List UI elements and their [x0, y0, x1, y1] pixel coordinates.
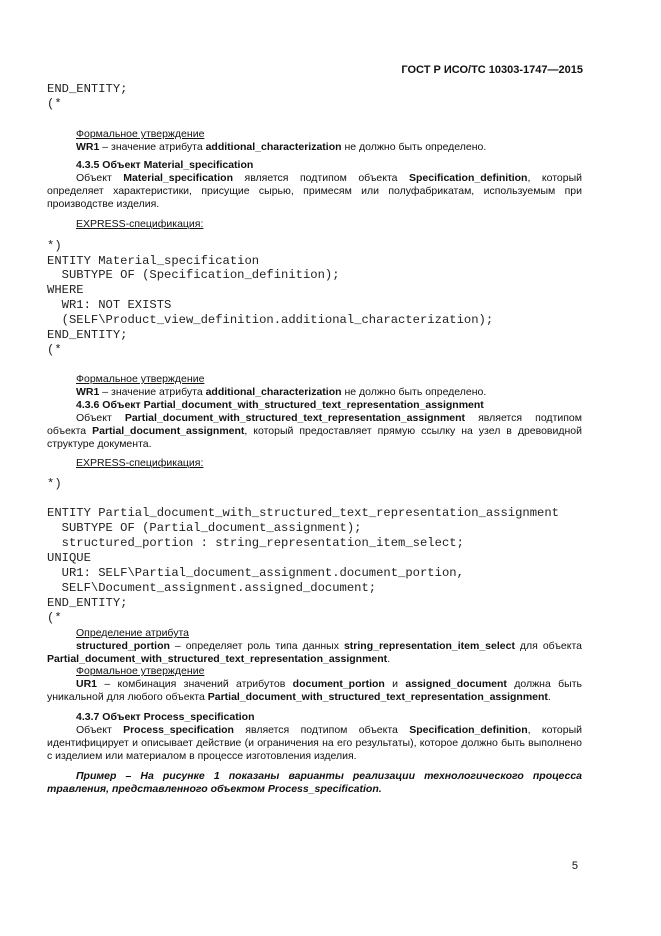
code-line: END_ENTITY;	[47, 82, 128, 96]
entity-name: Partial_document_with_structured_text_representation_assignment	[124, 412, 466, 424]
paragraph-text: .	[387, 653, 391, 665]
paragraph-text: – определяет роль типа данных	[169, 640, 344, 652]
attribute-name: document_portion	[292, 678, 385, 690]
paragraph-text: является подтипом объекта	[233, 724, 410, 736]
rule-text: не должно быть определено.	[341, 386, 487, 398]
formal-statement-label: Формальное утверждение	[76, 373, 205, 385]
rule-wr1	[76, 141, 486, 154]
express-spec-label: EXPRESS-спецификация:	[76, 457, 204, 469]
code-line: ENTITY Material_specification	[47, 254, 260, 268]
code-line: ENTITY Partial_document_with_structured_text_representation_assignment	[47, 506, 559, 520]
paragraph-text: Объект	[76, 412, 125, 424]
rule-text: не должно быть определено.	[341, 141, 487, 153]
paragraph-text: Объект	[76, 172, 124, 184]
paragraph-text: является подтипом объекта	[233, 172, 410, 184]
entity-name: Process_specification	[123, 724, 234, 736]
code-line: (*	[47, 343, 62, 357]
entity-name: Material_specification	[123, 172, 233, 184]
code-line: SELF\Document_assignment.assigned_document;	[47, 581, 377, 595]
paragraph-text: Объект	[76, 724, 124, 736]
type-name: string_representation_item_select	[343, 640, 515, 652]
paragraph	[47, 172, 582, 211]
section-heading: 4.3.5 Объект Material_specification	[76, 159, 254, 171]
code-line: WR1: NOT EXISTS	[47, 298, 172, 312]
rule-name: WR1	[76, 386, 100, 398]
code-line: UR1: SELF\Partial_document_assignment.document_portion,	[47, 566, 464, 580]
code-line: END_ENTITY;	[47, 596, 128, 610]
attribute-name: structured_portion	[76, 640, 170, 652]
code-line: structured_portion : string_representation_item_select;	[47, 536, 464, 550]
document-header: ГОСТ Р ИСО/ТС 10303-1747—2015	[401, 64, 583, 76]
section-heading: 4.3.7 Объект Process_specification	[76, 711, 255, 723]
rule-wr1	[76, 386, 486, 399]
entity-name: Partial_document_assignment	[92, 425, 245, 437]
code-line: SUBTYPE OF (Partial_document_assignment);	[47, 521, 362, 535]
code-line: *)	[47, 477, 62, 491]
paragraph-text: .	[547, 691, 551, 703]
entity-name: Specification_definition	[409, 172, 528, 184]
paragraph-text: , который идентифицирует и описывает действие (и ограничения на его результаты), которое должно быть выполнено с изделием или материалом в процессе изготовления изделия.	[47, 724, 582, 762]
rule-text: – значение атрибута	[99, 141, 206, 153]
paragraph-text: для объекта	[514, 640, 582, 652]
code-line: *)	[47, 239, 62, 253]
paragraph-text: является подтипом объекта	[47, 412, 582, 437]
attribute-name: additional_characterization	[205, 141, 342, 153]
code-line: SUBTYPE OF (Specification_definition);	[47, 268, 340, 282]
rule-name: WR1	[76, 141, 100, 153]
entity-name: Partial_document_with_structured_text_representation_assignment	[207, 691, 548, 703]
attribute-definition	[47, 640, 582, 666]
paragraph	[47, 724, 582, 763]
code-line: (SELF\Product_view_definition.additional_characterization);	[47, 313, 494, 327]
page-number: 5	[571, 860, 578, 872]
attribute-name: additional_characterization	[205, 386, 342, 398]
code-line: (*	[47, 611, 62, 625]
formal-statement-label: Формальное утверждение	[76, 665, 205, 677]
rule-ur1	[47, 678, 582, 704]
example-note: Пример – На рисунке 1 показаны варианты реализации технологического процесса травления, представленного объектом Process_specification.	[47, 770, 582, 795]
paragraph-text: , который предоставляет прямую ссылку на узел в древовидной структуре документа.	[47, 425, 582, 450]
rule-text: – значение атрибута	[99, 386, 206, 398]
code-line: WHERE	[47, 283, 84, 297]
attribute-definition-label: Определение атрибута	[76, 627, 189, 639]
entity-name: Partial_document_with_structured_text_representation_assignment	[47, 653, 388, 665]
paragraph-text: – комбинация значений атрибутов	[97, 678, 293, 690]
express-spec-label: EXPRESS-спецификация:	[76, 218, 204, 230]
section-heading: 4.3.6 Объект Partial_document_with_structured_text_representation_assignment	[76, 399, 484, 411]
code-line: (*	[47, 97, 62, 111]
paragraph-text: и	[384, 678, 406, 690]
formal-statement-label: Формальное утверждение	[76, 128, 205, 140]
attribute-name: assigned_document	[405, 678, 507, 690]
rule-name: UR1	[76, 678, 98, 690]
paragraph	[47, 412, 582, 451]
code-line: UNIQUE	[47, 551, 91, 565]
paragraph-text: должна быть уникальной для любого объекта	[47, 678, 582, 703]
paragraph-text: , который определяет характеристики, присущие сырью, примесям или полуфабрикатам, используемым при производстве изделия.	[47, 172, 582, 210]
entity-name: Specification_definition	[409, 724, 528, 736]
code-line: END_ENTITY;	[47, 328, 128, 342]
